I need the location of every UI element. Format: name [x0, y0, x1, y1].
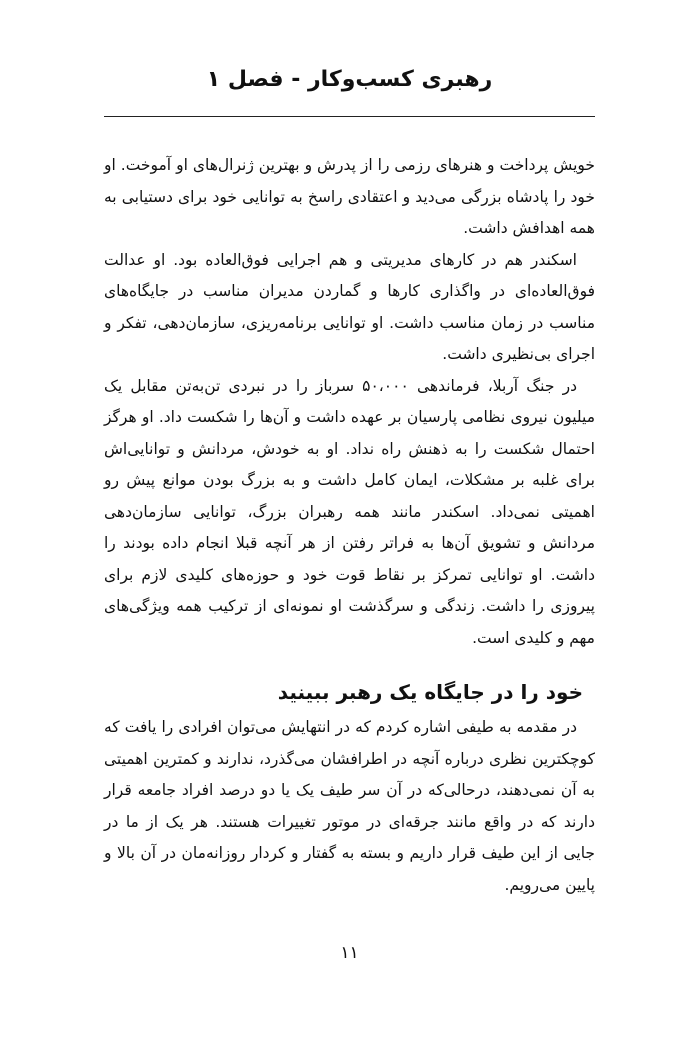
page-number: ۱۱ — [340, 943, 359, 963]
paragraph-3: در جنگ آربلا، فرماندهی ۵۰،۰۰۰ سرباز را در نبردی تن‌به‌تن مقابل یک میلیون نیروی نظامی پارسیان بر عهده داشت و آن‌ها را شکست داد. او هرگز احتمال شکست را به ذهنش راه نداد. او به خودش، مردانش و توانایی‌اش برای غلبه بر مشکلات، ایمان کامل داشت و به بزرگ بودن موانع پیش رو اهمیتی نمی‌داد. اسکندر مانند همه رهبران بزرگ، توانایی سازمان‌دهی مردانش و تشویق آن‌ها به فراتر رفتن از هر آنچه قبلا انجام داده بودند را داشت. او توانایی تمرکز بر نقاط قوت خود و حوزه‌های کلیدی لازم برای پیروزی را داشت. زندگی و سرگذشت او نمونه‌ای از ترکیب همه ویژگی‌های مهم و کلیدی است. — [104, 376, 595, 647]
chapter-title: رهبری کسب‌وکار - فصل ۱ — [206, 67, 493, 92]
main-text — [104, 150, 595, 901]
paragraph-2: اسکندر هم در کارهای مدیریتی و هم اجرایی فوق‌العاده بود. او عدالت فوق‌العاده‌ای در واگذاری کارها و گماردن مدیران مناسب در جایگاه‌های مناسب در زمان مناسب داشت. او توانایی برنامه‌ریزی، سازمان‌دهی، تفکر و اجرای بی‌نظیری داشت. — [104, 250, 595, 363]
section-heading: خود را در جایگاه یک رهبر ببینید — [277, 680, 583, 704]
running-header — [104, 60, 595, 100]
paragraph-1: خویش پرداخت و هنرهای رزمی را از پدرش و بهترین ژنرال‌های او آموخت. او خود را پادشاه بزرگی می‌دید و اعتقادی راسخ به توانایی خود برای دستیابی به همه اهدافش داشت. — [104, 156, 595, 237]
header-divider — [104, 116, 595, 117]
section-paragraph: در مقدمه به طیفی اشاره کردم که در انتهایش می‌توان افرادی را یافت که کوچکترین نظری درباره آنچه در اطرافشان می‌گذرد، ندارند و کمترین اهمیتی به آن نمی‌دهند، درحالی‌که در آن سر طیف یک یا دو درصد افراد جامعه قرار دارند که در واقع مانند جرقه‌ای در موتور تغییرات هستند. هر یک از ما در جایی از این طیف قرار داریم و بسته به گفتار و کردار روزانه‌مان در آن بالا و پایین می‌رویم. — [104, 718, 595, 894]
